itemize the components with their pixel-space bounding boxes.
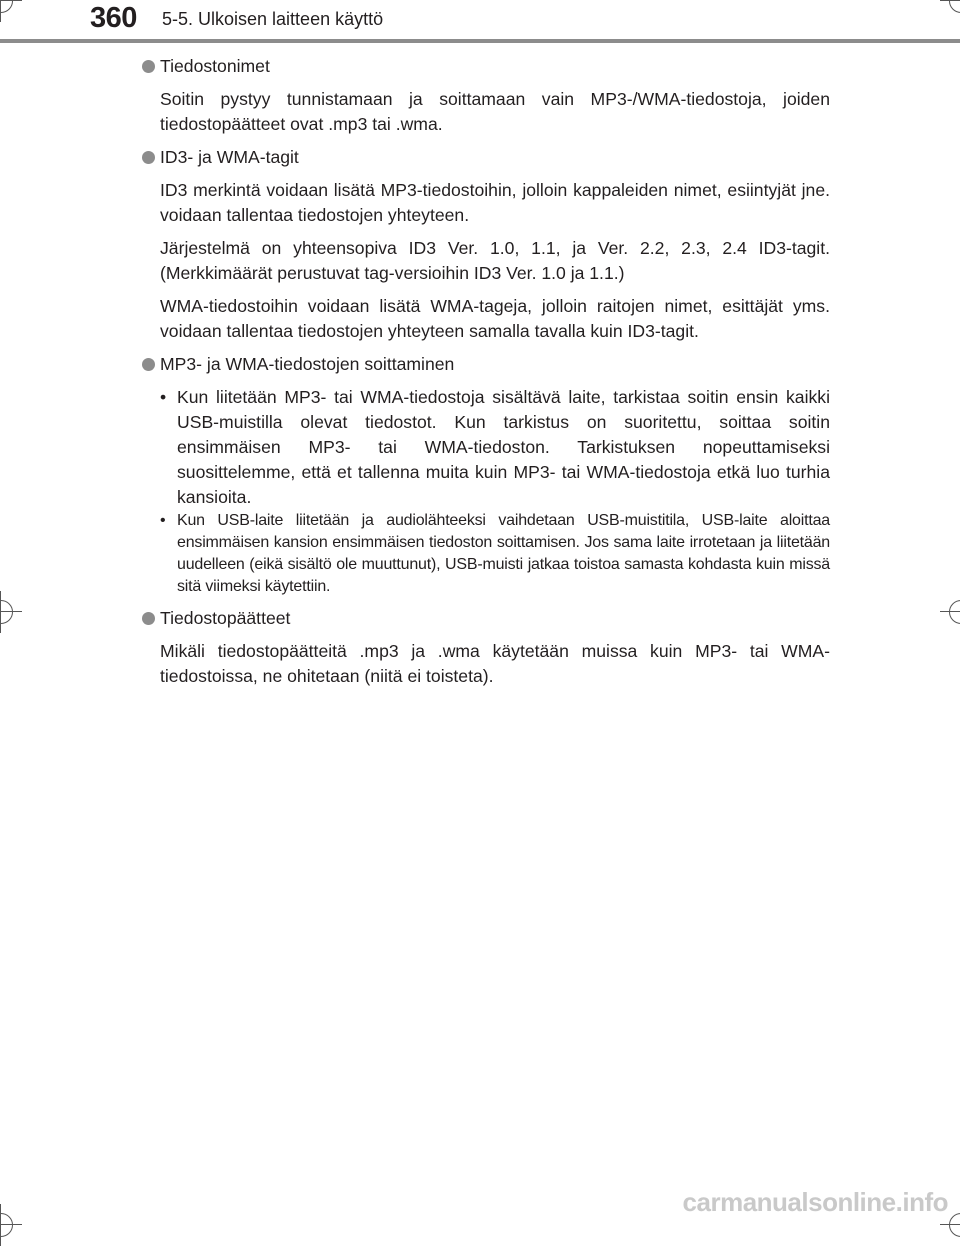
crop-mark-bottom-right <box>949 1213 960 1237</box>
header-rule <box>0 39 960 43</box>
topic-heading-file-extensions <box>142 606 830 631</box>
bullet-icon <box>142 151 155 164</box>
bullet-icon <box>142 358 155 371</box>
topic-heading-id3-wma-tags <box>142 145 830 170</box>
topic-heading-text: ID3- ja WMA-tagit <box>160 147 299 167</box>
playback-notes-list <box>160 385 830 598</box>
crop-mark-bottom-left <box>0 1213 13 1237</box>
watermark: carmanualsonline.info <box>682 1187 948 1217</box>
topic-heading-playback <box>142 352 830 377</box>
paragraph: Mikäli tiedostopäätteitä .mp3 ja .wma käytetään muissa kuin MP3- tai WMA-tiedostoissa, ne ohitetaan (niitä ei toisteta). <box>160 641 830 686</box>
page-header <box>0 0 960 44</box>
list-item: • Kun liitetään MP3- tai WMA-tiedostoja sisältävä laite, tarkistaa soitin ensin kaikki USB-muistilla olevat tiedostot. Kun tarkistus on suoritettu, soittaa soitin ensimmäisen MP3- tai WMA-tiedoston. Tarkistuksen nopeuttamiseksi suosittelemme, että et tallenna muita kuin MP3- tai WMA-tiedostoja etkä luo turhia kansioita. <box>160 385 830 510</box>
topic-heading-text: Tiedostonimet <box>160 56 270 76</box>
topic-heading-text: MP3- ja WMA-tiedostojen soittaminen <box>160 354 455 374</box>
crop-mark-middle-right <box>949 600 960 624</box>
paragraph: Järjestelmä on yhteensopiva ID3 Ver. 1.0, 1.1, ja Ver. 2.2, 2.3, 2.4 ID3-tagit. (Merkkimäärät perustuvat tag-versioihin ID3 Ver. 1.0 ja 1.1.) <box>160 238 830 283</box>
section-title: 5-5. Ulkoisen laitteen käyttö <box>162 9 384 29</box>
topic-heading-file-names <box>142 54 830 79</box>
paragraph: WMA-tiedostoihin voidaan lisätä WMA-tageja, jolloin raitojen nimet, esittäjät yms. voidaan tallentaa tiedostojen yhteyteen samalla tavalla kuin ID3-tagit. <box>160 296 830 341</box>
crop-mark-middle-left <box>0 600 13 624</box>
page-content <box>142 54 830 697</box>
topic-heading-text: Tiedostopäätteet <box>160 608 291 628</box>
bullet-icon <box>142 612 155 625</box>
list-item: • Kun USB-laite liitetään ja audiolähteeksi vaihdetaan USB-muistitila, USB-laite aloittaa ensimmäisen kansion ensimmäisen tiedoston soittamisen. Jos sama laite irrotetaan ja liitetään uudelleen (eikä sisältö ole muuttunut), USB-muisti jatkaa toistoa samasta kohdasta kuin missä sitä viimeksi käytettiin. <box>160 510 830 598</box>
page-number: 360 <box>90 2 137 34</box>
bullet-icon <box>142 60 155 73</box>
paragraph: Soitin pystyy tunnistamaan ja soittamaan vain MP3-/WMA-tiedostoja, joiden tiedostopäätteet ovat .mp3 tai .wma. <box>160 89 830 134</box>
paragraph: ID3 merkintä voidaan lisätä MP3-tiedostoihin, jolloin kappaleiden nimet, esiintyjät jne. voidaan tallentaa tiedostojen yhteyteen. <box>160 180 830 225</box>
